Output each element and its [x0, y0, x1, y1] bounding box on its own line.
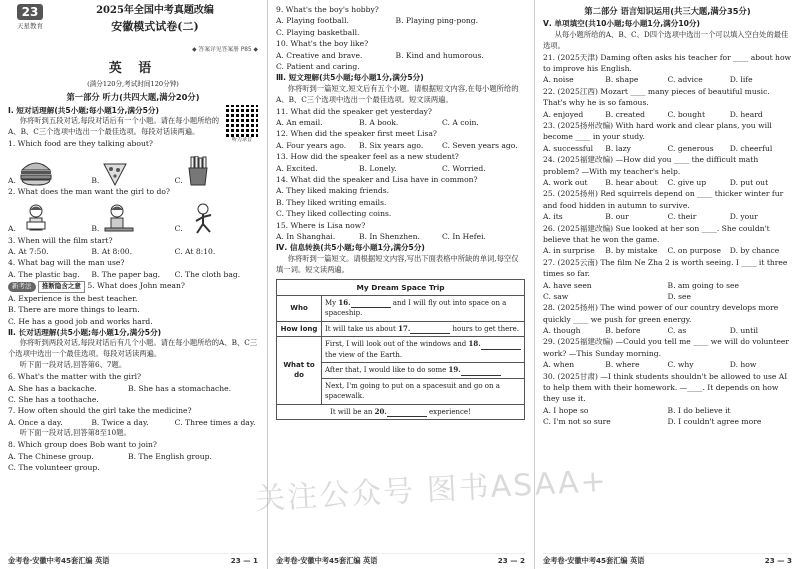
mcq-options — [543, 359, 792, 370]
qr-code-icon — [226, 105, 258, 137]
mcq-option-d[interactable]: D. until — [729, 326, 759, 336]
mcq-option-a[interactable]: A. successful — [543, 143, 594, 153]
question-14: 14. What did the speaker and Lisa have in common? — [276, 174, 478, 184]
q11-options — [276, 117, 525, 128]
title-line1: 2025年全国中考真题改编 — [96, 5, 214, 16]
cell-text: It will take us about — [325, 324, 399, 333]
q5-option-a[interactable]: A. Experience is the best teacher. — [8, 293, 138, 303]
sec5-instruction: 从每小题所给的A、B、C、D四个选项中选出一个可以填入空白处的最佳选项。 — [543, 29, 789, 50]
row-cell — [322, 337, 525, 363]
q8-option-c[interactable]: C. The volunteer group. — [8, 462, 100, 472]
blank-number: 16. — [338, 297, 351, 307]
row-cell — [322, 295, 525, 321]
answer-blank-18[interactable] — [481, 341, 521, 350]
mcq-question-21: 21. (2025天津) Daming often asks his teacher for ____ about how to improve his English. — [543, 52, 792, 74]
sec3-title: Ⅲ. 短文理解(共5小题;每小题1分,满分5分) — [276, 73, 424, 83]
question-13: 13. How did the speaker feel as a new student? — [276, 152, 459, 162]
footer-3 — [543, 553, 792, 567]
mcq-options — [543, 280, 792, 303]
q2-option-c[interactable]: C. — [175, 203, 258, 235]
mcq-options — [543, 143, 792, 154]
q6-options — [8, 383, 258, 394]
row-head-how-long: How long — [277, 321, 322, 337]
mcq-option-a[interactable]: A. its — [543, 212, 563, 222]
sec2-listen1: 听下面一段对话,回答第6、7题。 — [19, 360, 127, 370]
mcq-option-c[interactable]: C. advice — [667, 75, 703, 85]
sec4-instruction: 你将听到一篇短文。请根据短文内容,写出下面表格中所缺的单词,每空仅填一词。短文读两遍。 — [276, 253, 519, 274]
brand-name: 天星教育 — [17, 22, 43, 30]
footer-2-right: 23 — 2 — [497, 556, 525, 566]
mcq-option-c[interactable]: C. their — [667, 212, 697, 222]
q10-option-c[interactable]: C. Patient and caring. — [276, 61, 360, 71]
header — [8, 4, 258, 48]
brand-logo — [8, 4, 52, 32]
mcq-option-a[interactable]: A. when — [543, 360, 575, 370]
sec4-title: Ⅳ. 信息转换(共5小题;每小题1分,满分5分) — [276, 243, 425, 253]
row-cell — [322, 321, 525, 337]
hamburger-icon — [19, 158, 53, 186]
page-1 — [0, 0, 266, 569]
q13-option-a[interactable]: A. Excited. — [276, 163, 318, 173]
girl-running-icon — [186, 203, 220, 235]
cell-text: First, I will look out of the windows and — [325, 340, 469, 349]
mcq-option-c[interactable]: C. generous — [667, 143, 714, 153]
footer-1 — [8, 553, 258, 567]
qr-label: 听力录音 — [231, 136, 252, 143]
q11-option-b[interactable]: B. A book. — [359, 118, 399, 127]
mcq-options — [543, 211, 792, 222]
mcq-option-b[interactable]: B. created — [605, 109, 645, 119]
table-row — [277, 404, 525, 420]
mcq-options — [543, 177, 792, 188]
paper-title — [52, 4, 258, 34]
q14-option-c[interactable]: C. They liked collecting coins. — [276, 209, 392, 219]
q12-option-b[interactable]: B. Six years ago. — [359, 140, 424, 150]
sec1-instruction: 你将听到五段对话,每段对话后有一个小题。请在每小题所给的A、B、C三个选项中选出一个最佳选项。每段对话读两遍。 — [8, 115, 220, 136]
q7-option-b[interactable]: B. Twice a day. — [91, 417, 149, 427]
q1-pictures — [8, 150, 258, 186]
mcq-option-a[interactable]: A. work out — [543, 178, 588, 187]
q10-options — [276, 50, 525, 61]
question-9: 9. What's the boy's hobby? — [276, 5, 379, 14]
sec3-instruction: 你将听到一篇短文,短文后有五个小题。请根据短文内容,在每小题所给的A、B、C三个选项中选出一个最佳选项。短文读两遍。 — [276, 83, 519, 104]
part2-title: 第二部分 语言知识运用(共三大题,满分35分) — [584, 6, 751, 16]
paper-number: 23 — [17, 4, 43, 20]
q5-option-b[interactable]: B. There are more things to learn. — [8, 305, 140, 315]
listen2: 听下面一段对话,回答第8至10题。 — [19, 428, 131, 438]
q13-option-b[interactable]: B. Lonely. — [359, 163, 397, 173]
fries-icon — [186, 156, 210, 186]
mcq-option-c[interactable]: C. give up — [667, 178, 707, 187]
sec2-instruction: 你将听到两段对话,每段对话后有几个小题。请在每小题所给的A、B、C三个选项中选出一个最佳选项。每段对话读两遍。 — [8, 338, 258, 359]
footer-2-left: 金考卷·安徽中考45套汇编 英语 — [276, 556, 378, 566]
q7-option-a[interactable]: A. Once a day. — [8, 417, 63, 427]
q10-option-a[interactable]: A. Creative and brave. — [276, 50, 363, 60]
space-trip-table — [276, 279, 525, 421]
sec1-title: Ⅰ. 短对话理解(共5小题;每小题1分,满分5分) — [8, 105, 159, 115]
mcq-option-b[interactable]: B. I do believe it — [667, 405, 731, 415]
table-title: My Dream Space Trip — [277, 279, 525, 295]
qr-code[interactable] — [226, 105, 258, 145]
mcq-option-a[interactable]: A. have seen — [543, 280, 592, 290]
mcq-options — [543, 109, 792, 120]
question-5-text: 5. What does John mean? — [87, 281, 185, 291]
question-12: 12. When did the speaker first meet Lisa? — [276, 129, 437, 139]
mcq-question-26: 26. (2025福建改编) Sue looked at her son ____. She couldn't believe that he won the game. — [543, 223, 770, 244]
mcq-question-30: 30. (2025甘肃) —I think students shouldn't be allowed to use AI to help them with their homework. —____. It depends on how they use it. — [543, 371, 788, 404]
sec5-title: Ⅴ. 单项填空(共10小题;每小题1分,满分10分) — [543, 19, 700, 29]
mcq-options — [543, 405, 792, 428]
q4-option-a[interactable]: A. The plastic bag. — [8, 269, 80, 279]
watermark: 关注公众号 图书ASAA+ — [254, 463, 609, 518]
cell-text: My — [325, 298, 339, 307]
mcq-option-d[interactable]: D. life — [729, 75, 753, 85]
q7-option-c[interactable]: C. Three times a day. — [174, 417, 256, 427]
q6-option-a[interactable]: A. She has a backache. — [8, 383, 97, 393]
q12-options — [276, 140, 525, 151]
pizza-icon — [102, 160, 128, 186]
mcq-question-27: 27. (2025云南) The film Ne Zha 2 is worth seeing. I ____ it three times so far. — [543, 257, 788, 279]
answer-blank-17[interactable] — [410, 325, 450, 334]
q10-option-b[interactable]: B. Kind and humorous. — [395, 50, 484, 60]
answer-blank-19[interactable] — [461, 367, 501, 376]
mcq-option-b[interactable]: B. lazy — [605, 143, 631, 153]
cell-text: experience! — [426, 407, 471, 416]
q11-option-c[interactable]: C. A coin. — [442, 118, 479, 127]
mcq-question-23: 23. (2025扬州改编) With hard work and clear plans, you will become ____ in your study. — [543, 121, 772, 142]
q12-option-c[interactable]: C. Seven years ago. — [442, 140, 518, 150]
girl-writing-icon — [102, 203, 136, 235]
mcq-option-c[interactable]: C. on purpose — [667, 246, 721, 256]
q6-option-c[interactable]: C. She has a toothache. — [8, 395, 99, 405]
q4-option-b[interactable]: B. The paper bag. — [91, 269, 161, 279]
mcq-question-22: 22. (2025江西) Mozart ____ many pieces of beautiful music. That's why he is so famous. — [543, 86, 770, 108]
question-6: 6. What's the matter with the girl? — [8, 372, 142, 382]
q13-option-c[interactable]: C. Worried. — [442, 163, 486, 173]
girl-reading-icon — [19, 203, 53, 235]
footer-1-right: 23 — 1 — [230, 556, 258, 566]
mcq-option-b[interactable]: B. by mistake — [605, 246, 658, 256]
q9-option-a[interactable]: A. Playing football. — [276, 16, 349, 26]
q7-options — [8, 417, 258, 428]
mcq-option-c[interactable]: C. I'm not so sure — [543, 417, 611, 427]
q12-option-a[interactable]: A. Four years ago. — [276, 140, 347, 150]
subject-title: 英 语 — [108, 60, 158, 76]
mcq-option-b[interactable]: B. hear about — [605, 178, 658, 187]
answer-ref: ◆ 答案详见答案册 P85 ◆ — [192, 47, 258, 53]
q9-options — [276, 15, 525, 26]
mcq-option-d[interactable]: D. how — [729, 360, 757, 370]
question-4: 4. What bag will the man use? — [8, 258, 125, 268]
mcq-option-b[interactable]: B. am going to see — [667, 280, 739, 290]
mcq-option-b[interactable]: B. shape — [605, 75, 639, 85]
q14-option-b[interactable]: B. They liked writing emails. — [276, 197, 387, 207]
page-3 — [534, 0, 800, 569]
q3-option-b[interactable]: B. At 8:00. — [91, 246, 133, 256]
q1-option-a[interactable]: A. — [8, 158, 91, 186]
mcq-option-c[interactable]: C. why — [667, 360, 694, 370]
q15-option-a[interactable]: A. In Shanghai. — [276, 231, 336, 241]
score-info: (满分120分,考试时间120分钟) — [87, 80, 179, 89]
q2-option-a[interactable]: A. — [8, 203, 91, 235]
q8-option-a[interactable]: A. The Chinese group. — [8, 451, 94, 461]
mcq-option-c[interactable]: C. as — [667, 326, 687, 336]
table-row — [277, 295, 525, 321]
q4-option-c[interactable]: C. The cloth bag. — [174, 269, 241, 279]
q5-option-c[interactable]: C. He has a good job and works hard. — [8, 316, 153, 326]
mcq-question-25: 25. (2025扬州) Red squirrels depend on ____ thicker winter fur and food hidden in autumn to survive. — [543, 189, 784, 210]
row-cell: Next, I'm going to put on a spacesuit and go on a spacewalk. — [322, 378, 525, 404]
mcq-option-b[interactable]: B. before — [605, 326, 641, 336]
mcq-question-24: 24. (2025福建改编) —How did you ____ the difficult math problem? —With my teacher's help. — [543, 155, 759, 176]
row-head-what-to-do: What to do — [277, 337, 322, 405]
mcq-list — [543, 52, 792, 428]
q13-options — [276, 163, 525, 174]
mcq-option-a[interactable]: A. in surprise — [543, 246, 595, 256]
mcq-option-a[interactable]: A. noise — [543, 75, 574, 85]
q9-option-c[interactable]: C. Playing basketball. — [276, 27, 360, 37]
q3-option-a[interactable]: A. At 7:50. — [8, 246, 49, 256]
mcq-option-d[interactable]: D. your — [729, 212, 758, 222]
question-15: 15. Where is Lisa now? — [276, 220, 366, 230]
mcq-option-d[interactable]: D. put out — [729, 178, 769, 187]
q4-options — [8, 269, 258, 280]
q15-option-c[interactable]: C. In Hefei. — [442, 231, 486, 241]
mcq-option-a[interactable]: A. enjoyed — [543, 109, 584, 119]
footer-3-right: 23 — 3 — [764, 556, 792, 566]
footer-2 — [276, 553, 525, 567]
page-2 — [267, 0, 533, 569]
table-row — [277, 337, 525, 363]
mcq-option-b[interactable]: B. where — [605, 360, 640, 370]
mcq-option-c[interactable]: C. saw — [543, 291, 569, 301]
q15-options — [276, 231, 525, 242]
blank-number: 20. — [374, 406, 387, 416]
question-1: 1. Which food are they talking about? — [8, 138, 153, 148]
question-3: 3. When will the film start? — [8, 235, 113, 245]
q9-option-b[interactable]: B. Playing ping-pong. — [395, 16, 479, 26]
mcq-option-d[interactable]: D. heard — [729, 109, 763, 119]
answer-blank-16[interactable] — [351, 299, 391, 308]
blank-number: 18. — [468, 339, 481, 349]
cell-text: After that, I would like to do some — [325, 366, 449, 375]
mcq-option-a[interactable]: A. though — [543, 326, 581, 336]
footer-1-left: 金考卷·安徽中考45套汇编 英语 — [8, 556, 110, 566]
q15-option-b[interactable]: B. In Shenzhen. — [359, 231, 420, 241]
footer-3-left: 金考卷·安徽中考45套汇编 英语 — [543, 556, 645, 566]
mcq-option-d[interactable]: D. I couldn't agree more — [667, 417, 762, 427]
cell-text: It will be an — [330, 407, 375, 416]
title-line2: 安徽模式试卷(二) — [111, 19, 199, 33]
mcq-option-a[interactable]: A. I hope so — [543, 405, 589, 415]
cell-text: hours to get there. — [450, 324, 519, 333]
mcq-option-d[interactable]: D. see — [667, 291, 692, 301]
q8-options — [8, 451, 258, 462]
q1-option-b[interactable]: B. — [91, 160, 174, 186]
q3-options — [8, 246, 258, 257]
question-8: 8. Which group does Bob want to join? — [8, 440, 157, 450]
table-row — [277, 321, 525, 337]
question-11: 11. What did the speaker get yesterday? — [276, 106, 432, 116]
mcq-option-d[interactable]: D. by chance — [729, 246, 780, 256]
q6-option-b[interactable]: B. She has a stomachache. — [128, 383, 232, 393]
new-method-tag: 新考法 — [8, 282, 36, 292]
mcq-option-d[interactable]: D. cheerful — [729, 143, 773, 153]
blank-number: 19. — [448, 365, 461, 375]
mcq-question-28: 28. (2025扬州) The wind power of our country develops more quickly ____ we push for green energy. — [543, 303, 779, 324]
sec2-title: Ⅱ. 长对话理解(共5小题;每小题1分,满分5分) — [8, 328, 162, 338]
q2-option-b[interactable]: B. — [91, 203, 174, 235]
q2-pictures — [8, 199, 258, 235]
row-cell — [322, 363, 525, 379]
cell-text: the view of the Earth. — [325, 350, 403, 359]
mcq-option-b[interactable]: B. our — [605, 212, 629, 222]
question-2: 2. What does the man want the girl to do? — [8, 187, 171, 197]
question-5 — [8, 280, 258, 293]
mcq-options — [543, 325, 792, 336]
mcq-options — [543, 245, 792, 256]
q1-option-c[interactable]: C. — [175, 156, 258, 186]
q11-option-a[interactable]: A. An email. — [276, 118, 323, 127]
answer-blank-20[interactable] — [387, 408, 427, 417]
row-cell — [277, 404, 525, 420]
q14-option-a[interactable]: A. They liked making friends. — [276, 186, 390, 196]
question-10: 10. What's the boy like? — [276, 39, 369, 49]
inference-tag: 推断隐含之意 — [38, 281, 85, 293]
blank-number: 17. — [398, 323, 411, 333]
part1-title: 第一部分 听力(共四大题,满分20分) — [66, 92, 200, 103]
question-7: 7. How often should the girl take the medicine? — [8, 406, 192, 416]
q8-option-b[interactable]: B. The English group. — [128, 451, 212, 461]
row-head-who: Who — [277, 295, 322, 321]
mcq-question-29: 29. (2025福建改编) —Could you tell me ____ we will do volunteer work? —This Sunday morning. — [543, 337, 789, 358]
mcq-option-c[interactable]: C. bought — [667, 109, 705, 119]
q3-option-c[interactable]: C. At 8:10. — [174, 246, 216, 256]
cell-text: and I will fly out into space on a spaceship. — [325, 298, 507, 318]
mcq-options — [543, 74, 792, 85]
